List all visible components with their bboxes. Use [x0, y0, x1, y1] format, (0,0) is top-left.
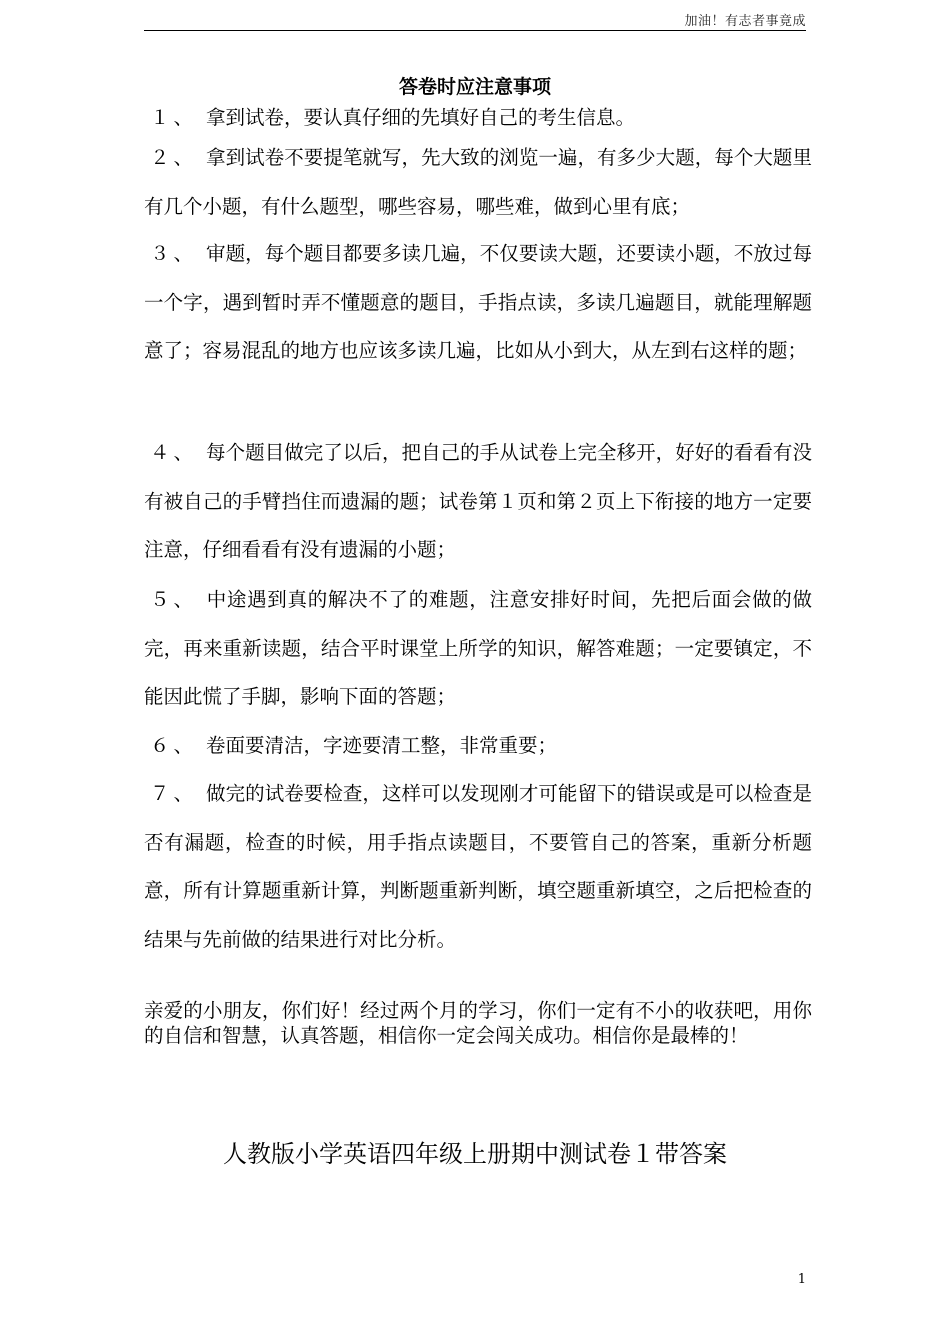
document-title: 答卷时应注意事项: [398, 76, 551, 98]
item-number: ６、: [150, 734, 198, 757]
item-number: ３、: [150, 242, 198, 265]
item-number: ２、: [150, 146, 198, 169]
item-text: 中途遇到真的解决不了的难题，注意安排好时间，先把后面会做的做完，再来重新读题，结合平时课堂上所学的知识，解答难题；一定要镇定，不能因此慌了手脚，影响下面的答题；: [144, 588, 812, 708]
item-text: 做完的试卷要检查，这样可以发现刚才可能留下的错误或是可以检查是否有漏题，检查的时候，用手指点读题目，不要管自己的答案，重新分析题意，所有计算题重新计算，判断题重新判断，填空题重新填空，之后把检查的结果与先前做的结果进行对比分析。: [144, 782, 812, 951]
exam-subtitle: 人教版小学英语四年级上册期中测试卷１带答案: [223, 1140, 727, 1168]
notice-item-4: [144, 429, 812, 575]
item-text: 拿到试卷，要认真仔细的先填好自己的考生信息。: [206, 106, 636, 129]
notice-item-5: [144, 576, 812, 722]
page-number: 1: [797, 1272, 806, 1287]
item-text: 拿到试卷不要提笔就写，先大致的浏览一遍，有多少大题，每个大题里有几个小题，有什么题型，哪些容易，哪些难，做到心里有底；: [144, 146, 812, 218]
notice-item-6: [144, 722, 812, 771]
item-number: ７、: [150, 782, 198, 805]
notice-item-2: [144, 134, 812, 231]
item-text: 卷面要清洁，字迹要清工整，非常重要；: [206, 734, 558, 757]
header-note: 加油！有志者事竟成: [684, 14, 806, 29]
closing-paragraph: 亲爱的小朋友，你们好！经过两个月的学习，你们一定有不小的收获吧，用你的自信和智慧，认真答题，相信你一定会闯关成功。相信你是最棒的！: [144, 999, 812, 1047]
item-text: 审题，每个题目都要多读几遍，不仅要读大题，还要读小题，不放过每一个字，遇到暂时弄不懂题意的题目，手指点读，多读几遍题目，就能理解题意了；容易混乱的地方也应该多读几遍，比如从小到大，从左到右这样的题；: [144, 242, 812, 362]
item-number: １、: [150, 106, 198, 129]
item-number: ５、: [150, 588, 198, 611]
notice-item-7: [144, 770, 812, 964]
notice-item-3: [144, 230, 812, 376]
header-rule: [144, 30, 806, 31]
item-number: ４、: [150, 441, 198, 464]
item-text: 每个题目做完了以后，把自己的手从试卷上完全移开，好好的看看有没有被自己的手臂挡住而遗漏的题；试卷第１页和第２页上下衔接的地方一定要注意，仔细看看有没有遗漏的小题；: [144, 441, 812, 561]
